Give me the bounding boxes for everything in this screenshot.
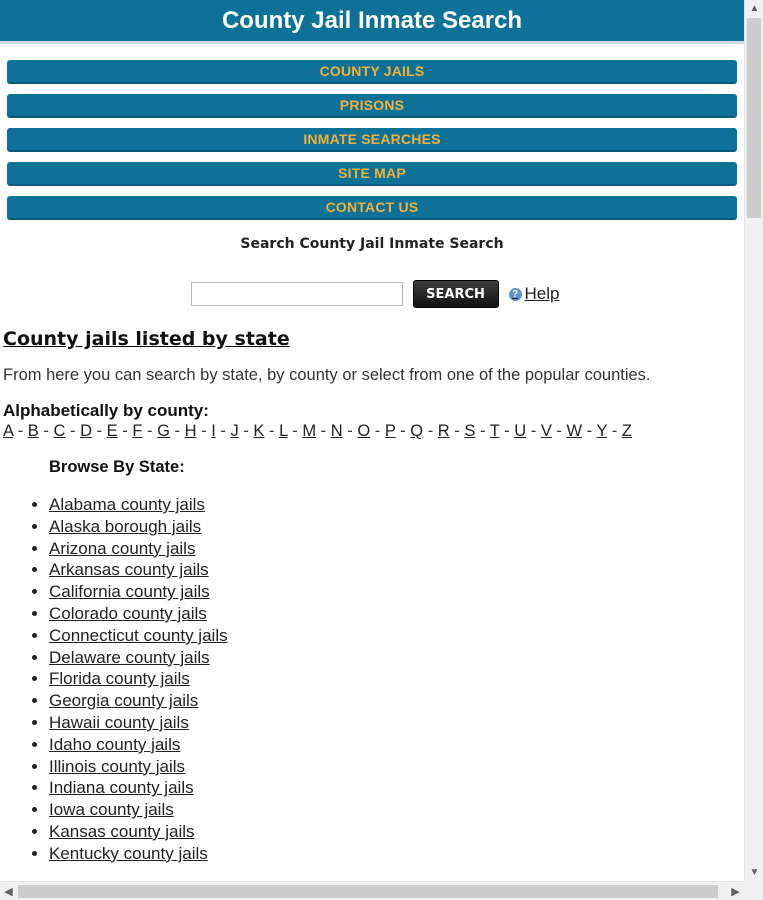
vertical-scrollbar[interactable] bbox=[744, 0, 763, 881]
state-link[interactable]: Arizona county jails bbox=[49, 538, 196, 558]
alphabet-separator: - bbox=[264, 422, 280, 440]
nav-county-jails[interactable]: COUNTY JAILS bbox=[7, 60, 737, 84]
state-link[interactable]: Kentucky county jails bbox=[49, 843, 208, 863]
alphabet-link[interactable]: Y bbox=[596, 422, 608, 440]
alphabet-link[interactable]: O bbox=[357, 422, 371, 440]
state-link[interactable]: Indiana county jails bbox=[49, 778, 194, 798]
alphabet-separator: - bbox=[370, 422, 385, 440]
scrollbar-corner bbox=[744, 881, 763, 900]
scroll-down-icon[interactable]: ▼ bbox=[749, 867, 760, 878]
alphabet-separator: - bbox=[423, 422, 438, 440]
state-link[interactable]: Illinois county jails bbox=[49, 756, 186, 776]
alphabet-separator: - bbox=[526, 422, 541, 440]
state-list-item bbox=[49, 734, 741, 756]
scroll-up-icon[interactable]: ▲ bbox=[749, 3, 760, 14]
scroll-right-icon[interactable]: ▶ bbox=[731, 886, 740, 898]
help-link[interactable] bbox=[509, 284, 560, 304]
state-list-item bbox=[49, 712, 741, 734]
state-link[interactable]: Hawaii county jails bbox=[49, 712, 189, 732]
state-list bbox=[49, 494, 741, 865]
alphabet-link[interactable]: U bbox=[514, 422, 527, 440]
state-list-item bbox=[49, 647, 741, 669]
alphabet-separator: - bbox=[449, 422, 465, 440]
state-list-item bbox=[49, 494, 741, 516]
alphabet-separator: - bbox=[395, 422, 411, 440]
search-button[interactable]: SEARCH bbox=[413, 280, 499, 308]
main-content bbox=[0, 328, 744, 865]
alphabet-separator: - bbox=[13, 422, 28, 440]
state-list-item bbox=[49, 559, 741, 581]
help-icon: ? bbox=[509, 288, 522, 301]
state-list-item bbox=[49, 668, 741, 690]
state-link[interactable]: Florida county jails bbox=[49, 669, 190, 689]
state-link[interactable]: Idaho county jails bbox=[49, 734, 181, 754]
nav-site-map[interactable]: SITE MAP bbox=[7, 162, 737, 186]
alphabet-separator: - bbox=[38, 422, 54, 440]
alphabet-link[interactable]: H bbox=[184, 422, 197, 440]
alphabet-link[interactable]: V bbox=[540, 422, 552, 440]
state-link[interactable]: Delaware county jails bbox=[49, 647, 210, 667]
state-list-item bbox=[49, 843, 741, 865]
alphabet-separator: - bbox=[215, 422, 231, 440]
state-list-item bbox=[49, 821, 741, 843]
alphabet-link[interactable]: N bbox=[330, 422, 343, 440]
state-list-item bbox=[49, 756, 741, 778]
state-link[interactable]: Alaska borough jails bbox=[49, 516, 202, 536]
alphabet-separator: - bbox=[142, 422, 158, 440]
alphabet-link[interactable]: L bbox=[279, 422, 288, 440]
help-label: Help bbox=[524, 284, 560, 303]
alphabet-separator: - bbox=[287, 422, 303, 440]
state-link[interactable]: Alabama county jails bbox=[49, 495, 205, 514]
alphabet-link[interactable]: K bbox=[253, 422, 265, 440]
alphabet-separator: - bbox=[169, 422, 185, 440]
alphabet-index bbox=[3, 422, 741, 441]
alphabet-link[interactable]: I bbox=[211, 422, 216, 440]
alphabet-separator: - bbox=[475, 422, 490, 440]
alphabet-separator: - bbox=[316, 422, 331, 440]
state-list-item bbox=[49, 625, 741, 647]
alphabet-separator: - bbox=[238, 422, 254, 440]
state-link[interactable]: California county jails bbox=[49, 582, 210, 602]
alphabet-link[interactable]: W bbox=[566, 422, 583, 440]
nav-contact-us[interactable]: CONTACT US bbox=[7, 196, 737, 220]
state-link[interactable]: Colorado county jails bbox=[49, 603, 207, 623]
alphabet-link[interactable]: B bbox=[27, 422, 39, 440]
search-heading: Search County Jail Inmate Search bbox=[240, 236, 504, 252]
site-header bbox=[0, 0, 744, 44]
state-list-item bbox=[49, 538, 741, 560]
alphabet-separator: - bbox=[65, 422, 81, 440]
alphabet-link[interactable]: G bbox=[157, 422, 170, 440]
alphabet-link[interactable]: Q bbox=[410, 422, 424, 440]
alphabet-separator: - bbox=[91, 422, 107, 440]
alphabet-link[interactable]: E bbox=[106, 422, 118, 440]
alphabet-heading: Alphabetically by county: bbox=[3, 401, 209, 420]
state-link[interactable]: Iowa county jails bbox=[49, 800, 174, 820]
alphabet-link[interactable]: J bbox=[230, 422, 239, 440]
browse-heading: Browse By State: bbox=[49, 458, 185, 476]
alphabet-separator: - bbox=[607, 422, 622, 440]
alphabet-separator: - bbox=[342, 422, 358, 440]
alphabet-separator: - bbox=[582, 422, 597, 440]
state-link[interactable]: Arkansas county jails bbox=[49, 560, 209, 580]
horizontal-scroll-thumb[interactable] bbox=[18, 885, 718, 898]
alphabet-separator: - bbox=[551, 422, 567, 440]
alphabet-link[interactable]: S bbox=[464, 422, 476, 440]
state-list-item bbox=[49, 603, 741, 625]
state-list-item bbox=[49, 516, 741, 538]
alphabet-link[interactable]: F bbox=[132, 422, 143, 440]
scroll-left-icon[interactable]: ◀ bbox=[4, 886, 13, 898]
alphabet-link[interactable]: Z bbox=[621, 422, 632, 440]
nav-inmate-searches[interactable]: INMATE SEARCHES bbox=[7, 128, 737, 152]
alphabet-link[interactable]: R bbox=[437, 422, 450, 440]
site-title: County Jail Inmate Search bbox=[221, 6, 523, 34]
alphabet-separator: - bbox=[117, 422, 133, 440]
state-link[interactable]: Connecticut county jails bbox=[49, 625, 228, 645]
main-nav bbox=[0, 44, 744, 220]
state-link[interactable]: Kansas county jails bbox=[49, 821, 195, 841]
alphabet-link[interactable]: C bbox=[53, 422, 66, 440]
horizontal-scrollbar[interactable] bbox=[0, 881, 744, 900]
alphabet-link[interactable]: T bbox=[489, 422, 500, 440]
state-list-item bbox=[49, 690, 741, 712]
intro-text: From here you can search by state, by county or select from one of the popular counties. bbox=[3, 366, 651, 384]
section-title: County jails listed by state bbox=[3, 328, 290, 350]
alphabet-separator: - bbox=[196, 422, 212, 440]
search-input[interactable] bbox=[191, 282, 403, 306]
vertical-scroll-thumb[interactable] bbox=[747, 18, 761, 218]
state-link[interactable]: Georgia county jails bbox=[49, 691, 199, 711]
state-list-item bbox=[49, 777, 741, 799]
state-list-item bbox=[49, 799, 741, 821]
alphabet-link[interactable]: A bbox=[3, 422, 14, 440]
search-bar bbox=[6, 280, 744, 308]
state-list-item bbox=[49, 581, 741, 603]
alphabet-separator: - bbox=[499, 422, 515, 440]
alphabet-link[interactable]: M bbox=[302, 422, 317, 440]
nav-prisons[interactable]: PRISONS bbox=[7, 94, 737, 118]
alphabet-link[interactable]: D bbox=[80, 422, 92, 440]
alphabet-link[interactable]: P bbox=[384, 422, 396, 440]
